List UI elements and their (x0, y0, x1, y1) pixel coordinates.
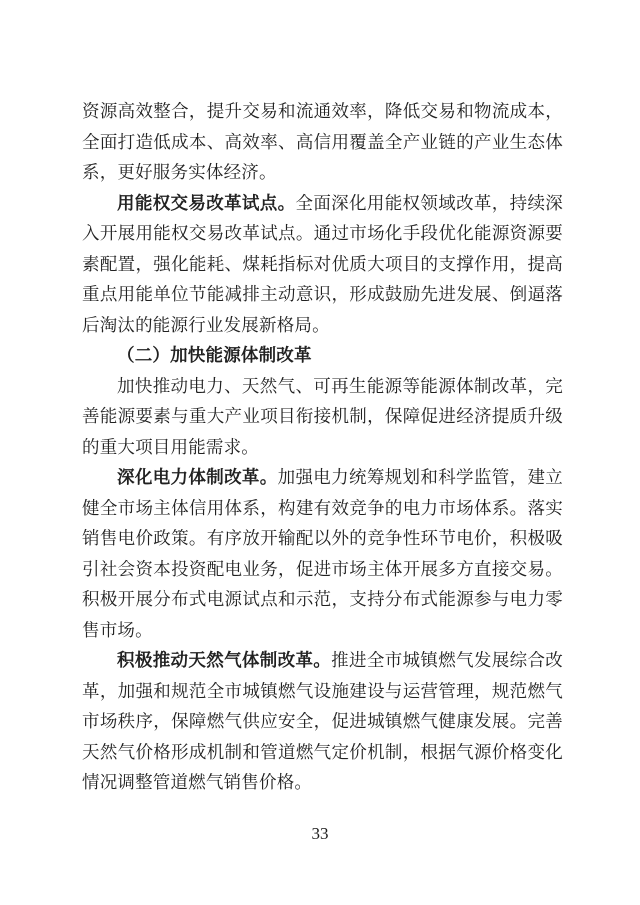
paragraph-lead: 积极推动天然气体制改革。 (117, 650, 332, 670)
paragraph-text: 推进全市城镇燃气发展综合改革，加强和规范全市城镇燃气设施建设与运营管理，规范燃气市场秩序，保障燃气供应安全，促进城镇燃气健康发展。完善天然气价格形成机制和管道燃气定价机制，根据气源价格变化情况调整管道燃气销售价格。 (82, 650, 563, 792)
page-number: 33 (311, 824, 329, 843)
paragraph-text: 加强电力统筹规划和科学监管，建立健全市场主体信用体系，构建有效竞争的电力市场体系。落实销售电价政策。有序放开输配以外的竞争性环节电价，积极吸引社会资本投资配电业务，促进市场主体开展多方直接交易。积极开展分布式电源试点和示范，支持分布式能源参与电力零售市场。 (82, 467, 563, 640)
paragraph (82, 371, 563, 463)
paragraph-text: 全面深化用能权领域改革，持续深入开展用能权交易改革试点。通过市场化手段优化能源资源要素配置，强化能耗、煤耗指标对优质大项目的支撑作用，提高重点用能单位节能减排主动意识，形成鼓励先进发展、倒逼落后淘汰的能源行业发展新格局。 (82, 192, 564, 335)
paragraph (82, 462, 563, 645)
paragraph (82, 188, 563, 341)
paragraph-text: 加快推动电力、天然气、可再生能源等能源体制改革，完善能源要素与重大产业项目衔接机制，保障促进经济提质升级的重大项目用能需求。 (82, 375, 563, 457)
document-body (82, 96, 563, 798)
paragraph (82, 645, 563, 798)
paragraph-text: 资源高效整合，提升交易和流通效率，降低交易和物流成本，全面打造低成本、高效率、高信用覆盖全产业链的产业生态体系，更好服务实体经济。 (82, 101, 563, 182)
paragraph-lead: 深化电力体制改革。 (117, 467, 278, 487)
paragraph-text: （二）加快能源体制改革 (117, 345, 312, 365)
section-heading (82, 340, 563, 371)
paragraph-lead: 用能权交易改革试点。 (117, 192, 296, 213)
paragraph (82, 96, 563, 188)
